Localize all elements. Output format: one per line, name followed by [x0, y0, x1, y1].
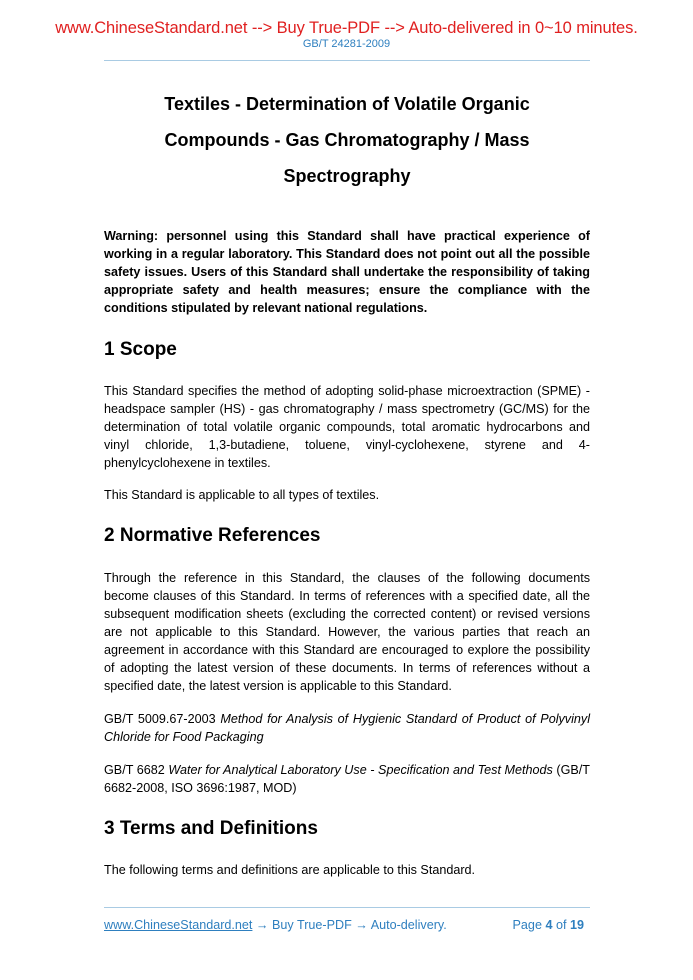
header-divider — [104, 60, 590, 61]
footer-divider — [104, 907, 590, 908]
document-title — [104, 86, 590, 194]
reference-suffix: (GB/T 6682-2008, ISO 3696:1987, MOD) — [104, 763, 590, 795]
page-label: Page — [512, 918, 542, 932]
footer-site-link[interactable]: www.ChineseStandard.net — [104, 918, 253, 932]
reference-item-1 — [104, 710, 590, 746]
page-current: 4 — [545, 918, 553, 932]
section-heading-scope: 1 Scope — [104, 339, 177, 360]
reference-title: Water for Analytical Laboratory Use - Specification and Test Methods — [168, 763, 553, 777]
page-total: 19 — [569, 918, 584, 932]
reference-code: GB/T 5009.67-2003 — [104, 712, 216, 726]
reference-code: GB/T 6682 — [104, 763, 165, 777]
standard-code: GB/T 24281-2009 — [302, 38, 391, 50]
page-indicator — [513, 917, 584, 933]
section-heading-terms: 3 Terms and Definitions — [104, 818, 318, 839]
promo-banner: www.ChineseStandard.net --> Buy True-PDF --> Auto-delivered in 0~10 minutes. — [55, 19, 638, 37]
page-footer — [104, 917, 590, 933]
normative-paragraph-1: Through the reference in this Standard, the clauses of the following documents become clauses of this Standard. In terms of references with a specified date, all the subsequent modification sheets (excluding the corrected content) or revised versions are not applicable to this Standard. However, the various parties that reach an agreement in accordance with this Standard are encouraged to explore the possibility of adopting the latest version of these documents. In terms of references without a specified date, the latest version is applicable to this Standard. — [104, 571, 590, 693]
reference-title: Method for Analysis of Hygienic Standard of Product of Polyvinyl Chloride for Food Packaging — [104, 712, 590, 744]
terms-paragraph-1: The following terms and definitions are applicable to this Standard. — [104, 863, 476, 877]
section-heading-normative-references: 2 Normative References — [104, 525, 321, 546]
title-line-3: Spectrography — [283, 166, 411, 186]
scope-paragraph-1: This Standard specifies the method of adopting solid-phase microextraction (SPME) - headspace sampler (HS) - gas chromatography / mass spectrometry (GC/MS) for the determination of total volatile organic compounds, total aromatic hydrocarbons and vinyl chloride, 1,3-butadiene, toluene, vinyl-cyclohexene, styrene and 4-phenylcyclohexene in textiles. — [104, 384, 590, 470]
warning-notice: Warning: personnel using this Standard shall have practical experience of working in a regular laboratory. This Standard does not point out all the possible safety issues. Users of this Standard shall undertake the responsibility of taking appropriate safety and health measures; ensure the compliance with the conditions stipulated by relevant national regulations. — [104, 229, 590, 315]
footer-tagline: → Buy True-PDF → Auto-delivery. — [252, 918, 447, 932]
page-of: of — [555, 918, 567, 932]
title-line-1: Textiles - Determination of Volatile Organic — [164, 94, 530, 114]
title-line-2: Compounds - Gas Chromatography / Mass — [164, 130, 530, 150]
scope-paragraph-2: This Standard is applicable to all types of textiles. — [104, 488, 380, 502]
reference-item-2 — [104, 761, 590, 797]
